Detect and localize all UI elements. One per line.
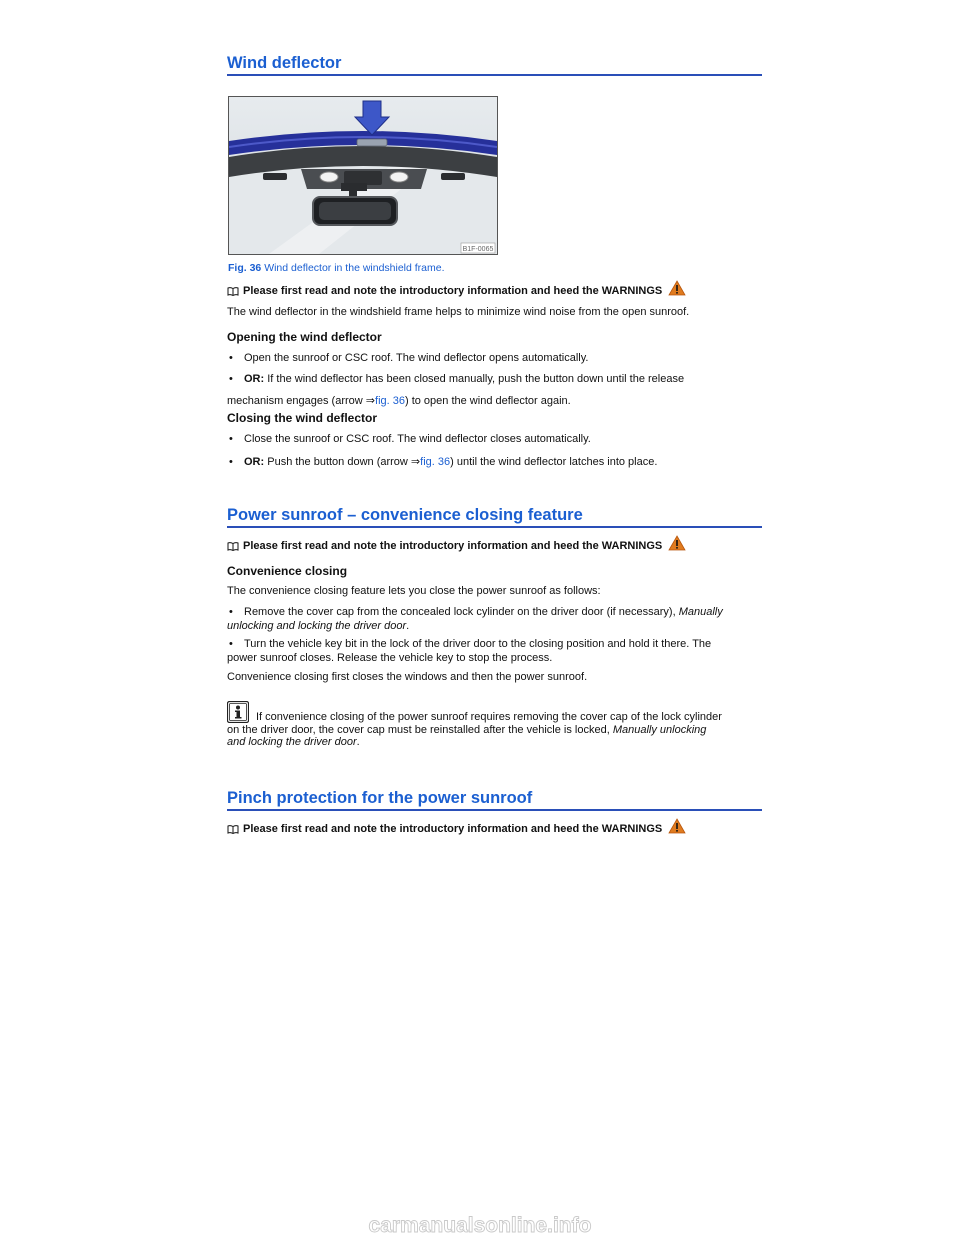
section-title-wind-deflector: Wind deflector [227,54,762,76]
bullet-text: Turn the vehicle key bit in the lock of the driver door to the closing position and hold it there. The [244,638,712,650]
bullet-text: Close the sunroof or CSC roof. The wind deflector closes automatically. [244,433,591,445]
intro-text: Please first read and note the introductory information and heed the WARNINGS [243,285,663,297]
bullet-continuation: power sunroof closes. Release the vehicle key to stop the process. [227,651,553,664]
figure-caption-number: Fig. 36 [228,262,262,274]
bullet-dot: • [229,456,233,468]
intro-text: Please first read and note the introductory information and heed the WARNINGS [243,823,663,835]
fig-36-link[interactable]: fig. 36 [375,394,405,407]
note-text-b: on the driver door, the cover cap must be reinstalled after the vehicle is locked, [227,723,610,736]
bullet-text-a: Push the button down (arrow ⇒ [267,456,421,468]
cont-text-a: mechanism engages (arrow ⇒ [227,394,376,407]
bullet-dot: • [229,433,233,445]
sunroof-body-1: The convenience closing feature lets you close the power sunroof as follows: [227,585,601,597]
or-label: OR: [244,456,265,468]
subhead-opening: Opening the wind deflector [227,330,382,344]
figure-caption-text: Wind deflector in the windshield frame. [264,262,445,274]
intro-text: Please first read and note the introductory information and heed the WARNINGS [243,540,663,552]
watermark-text: carmanualsonline.info [368,1214,592,1237]
bullet-text-b: ) until the wind deflector latches into place. [450,456,658,468]
bullet-text: Open the sunroof or CSC roof. The wind deflector opens automatically. [244,352,589,364]
section-title-pinch-protection: Pinch protection for the power sunroof [227,789,762,811]
bullet-dot: • [229,638,233,650]
note-text-a: If convenience closing of the power sunroof requires removing the cover cap of the lock cylinder [256,711,722,723]
manual-unlock-ref: Manually [678,606,723,618]
section-title-convenience-closing: Power sunroof – convenience closing feature [227,506,762,528]
bullet-dot: • [229,606,233,618]
sunroof-body-2: Convenience closing first closes the windows and then the power sunroof. [227,671,588,683]
manual-unlock-ref-cont: unlocking and locking the driver door [227,619,407,632]
note-ref-b: and locking the driver door [227,736,357,748]
wind-body-text: The wind deflector in the windshield frame helps to minimize wind noise from the open sunroof. [227,306,690,318]
fig-36-link[interactable]: fig. 36 [420,456,451,468]
bullet-dot: • [229,373,233,385]
subhead-closing: Closing the wind deflector [227,411,378,425]
or-label: OR: [244,373,265,385]
period: . [356,736,360,748]
bullet-dot: • [229,352,233,364]
period: . [406,619,410,632]
subhead-convenience-closing: Convenience closing [227,564,348,578]
bullet-text-body: Remove the cover cap from the concealed lock cylinder on the driver door (if necessary), [244,606,676,618]
note-ref-a: Manually unlocking [612,723,707,736]
figure-code-label: B1F-0065 [462,246,494,253]
bullet-text-body: If the wind deflector has been closed manually, push the button down until the release [267,373,685,385]
cont-text-b: ) to open the wind deflector again. [404,394,571,407]
